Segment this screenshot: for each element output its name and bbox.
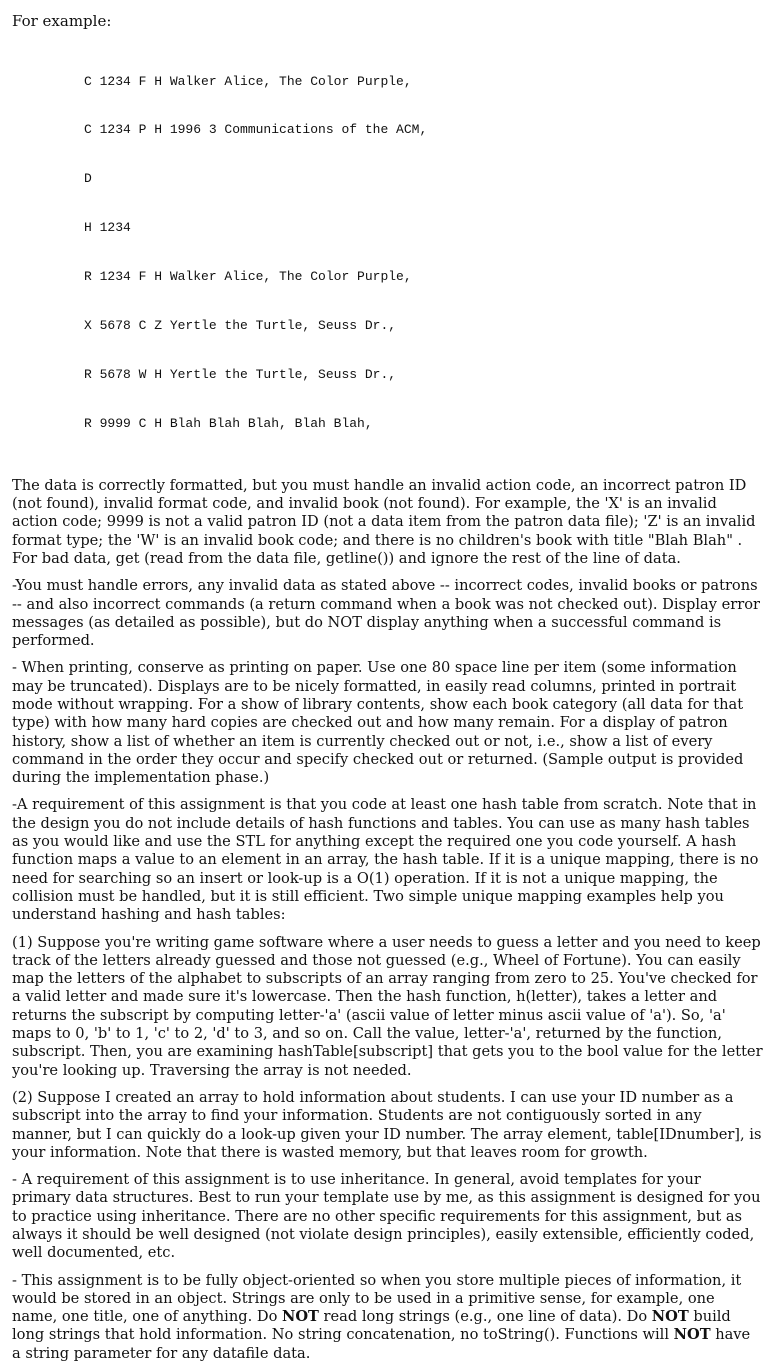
- paragraph-hash-table: -A requirement of this assignment is that you code at least one hash table from scratch. Note that in the design you do not include details of hash functions and tables. You can use as many hash tables as you would like and use the STL for anything except the required one you code yourself. A hash function maps a value to an element in an array, the hash table. If it is a unique mapping, there is no need for searching so an insert or look-up is a O(1) operation. If it is not a unique mapping, the collision must be handled, but it is still efficient. Two simple unique mapping examples help you understand hashing and hash tables:: [12, 796, 759, 924]
- code-line: C 1234 F H Walker Alice, The Color Purple,: [84, 73, 412, 89]
- code-line: C 1234 P H 1996 3 Communications of the ACM,: [84, 122, 428, 138]
- text-segment: have a string parameter for any datafile data.: [12, 1326, 751, 1362]
- emphasis-not: NOT: [673, 1326, 711, 1344]
- code-line: R 5678 W H Yertle the Turtle, Seuss Dr.,: [84, 366, 397, 382]
- paragraph-example-1: (1) Suppose you're writing game software where a user needs to guess a letter and you need to keep track of the letters already guessed and those not guessed (e.g., Wheel of Fortune). You can easily map the letters of the alphabet to subscripts of an array ranging from zero to 25. You've checked for a valid letter and made sure it's lowercase. Then the hash function, h(letter), takes a letter and returns the subscript by computing letter-'a' (ascii value of letter minus ascii value of 'a'). So, 'a' maps to 0, 'b' to 1, 'c' to 2, 'd' to 3, and so on. Call the value, letter-'a', returned by the function, subscript. Then, you are examining hashTable[subscript] that gets you to the bool value for the letter you're looking up. Traversing the array is not needed.: [12, 933, 763, 1079]
- text-segment: build long strings that hold information. No string concatenation, no toString(). Functions will: [12, 1308, 731, 1344]
- code-line: R 9999 C H Blah Blah Blah, Blah Blah,: [84, 415, 373, 431]
- paragraph-printing: - When printing, conserve as printing on paper. Use one 80 space line per item (some information may be truncated). Displays are to be nicely formatted, in easily read columns, printed in portrait mode without wrapping. For a show of library contents, show each book category (all data for that type) with how many hard copies are checked out and how many remain. For a display of patron history, show a list of whether an item is currently checked out or not, i.e., show a list of every command in the order they occur and specify checked out or returned. (Sample output is provided during the implementation phase.): [12, 659, 744, 787]
- emphasis-not: NOT: [651, 1308, 689, 1326]
- paragraph-inheritance: - A requirement of this assignment is to use inheritance. In general, avoid templates for your primary data structures. Best to run your template use by me, as this assignment is designed for you to practice using inheritance. There are no other specific requirements for this assignment, but as always it should be well designed (not violate design principles), easily extensible, efficiently coded, well documented, etc.: [12, 1171, 761, 1262]
- paragraph-invalid-data: The data is correctly formatted, but you must handle an invalid action code, an incorrect patron ID (not found), invalid format code, and invalid book (not found). For example, the 'X' is an invalid action code; 9999 is not a valid patron ID (not a data item from the patron data file); 'Z' is an invalid format type; the 'W' is an invalid book code; and there is no children's book with title "Blah Blah" . For bad data, get (read from the data file, getline()) and ignore the rest of the line of data.: [12, 476, 756, 567]
- text-segment: read long strings (e.g., one line of data). Do: [318, 1308, 652, 1326]
- paragraph-error-handling: -You must handle errors, any invalid data as stated above -- incorrect codes, invalid books or patrons -- and also incorrect commands (a return command when a book was not checked out). Display error messages (as detailed as possible), but do NOT display anything when a successful command is performed.: [12, 577, 760, 650]
- code-line: R 1234 F H Walker Alice, The Color Purple,: [84, 269, 412, 285]
- text-segment: - This assignment is to be fully object-oriented so when you store multiple pieces of information, it would be stored in an object. Strings are only to be used in a primitive sense, for example, one name, one title, one of anything. Do: [12, 1271, 742, 1326]
- code-line: H 1234: [84, 220, 131, 236]
- code-example-block: [84, 41, 763, 465]
- paragraph-example-2: (2) Suppose I created an array to hold information about students. I can use your ID number as a subscript into the array to find your information. Students are not contiguously sorted in any manner, but I can quickly do a look-up given your ID number. The array element, table[IDnumber], is your information. Note that there is wasted memory, but that leaves room for growth.: [12, 1088, 762, 1161]
- paragraph-object-oriented: [12, 1272, 763, 1363]
- code-line: D: [84, 171, 92, 187]
- intro-label: For example:: [12, 12, 112, 30]
- emphasis-not: NOT: [282, 1308, 319, 1326]
- code-line: X 5678 C Z Yertle the Turtle, Seuss Dr.,: [84, 318, 397, 334]
